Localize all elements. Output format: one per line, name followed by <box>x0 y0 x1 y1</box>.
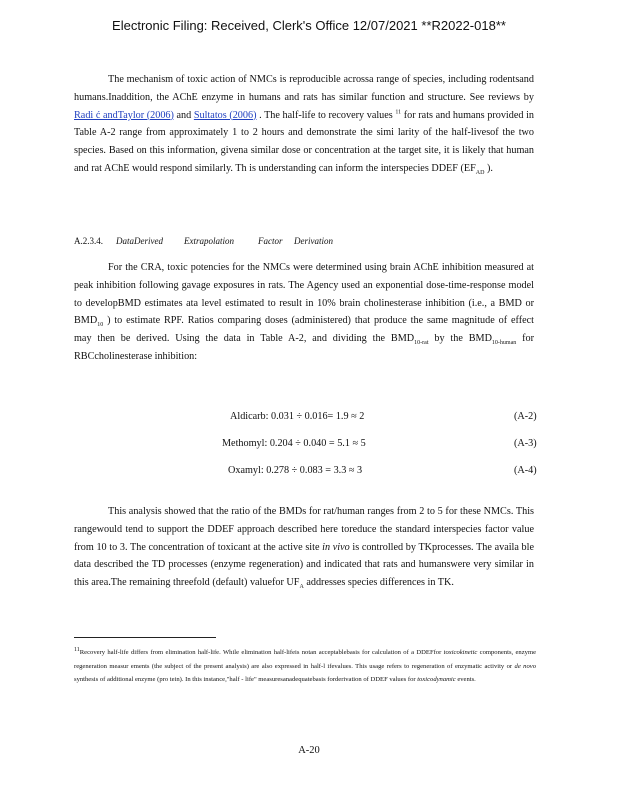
equation-number: (A-4) <box>514 465 537 476</box>
section-heading: A.2.3.4. DataDerived Extrapolation Factor Derivation <box>74 236 333 246</box>
paragraph-cra: For the CRA, toxic potencies for the NMCs were determined using brain AChE inhibition measured at peak inhibition following gavage exposures in rats. The Agency used an exponential dose-time-response model to developBMD estimates ata level estimated to result in 10% brain cholinesterase inhibition (i.e., a BMD or $BMD_{10}$ ) to estimate RPF. Ratios comparing doses (administered) that produce the same magnitude of effect may then be derived. Using the data in Table A-2, and dividing the $BMD_{10-rat}$ by the $BMD_{10-human}$ for RBCcholinesterase inhibition: <box>74 262 534 362</box>
filing-header: Electronic Filing: Received, Clerk's Office 12/07/2021 **R2022-018** <box>112 18 506 33</box>
footnote-number: 11 <box>74 646 80 653</box>
footnote-reference: 11 <box>395 109 402 116</box>
reference-link-sultatos[interactable]: Sultatos (2006) <box>193 109 257 121</box>
page-number: A-20 <box>298 745 320 756</box>
footnote-divider <box>74 637 216 638</box>
reference-link-radic-taylor[interactable]: Radi ć andTaylor (2006) <box>74 109 174 121</box>
document-page: Electronic Filing: Received, Clerk's Office 12/07/2021 **R2022-018** The mechanism of toxic action of NMCs is reproducible acrossa range of species, including rodentsand humans.Inaddition, the AChE enzyme in humans and rats has similar function and structure. See reviews by Radi ć andTaylor (2006) and Sultatos (2006) . The half-life to recovery values $^{11}$ for rats and humans provided in Table A-2 range from approximately 1 to 2 hours and demonstrate the simi larity of the half-livesof the two species. Based on this information, givena similar dose or concentration at the target site, it is likely that human and rat AChE would respond similarly. Th is understanding can inform the interspecies DDEF ($EF_{AD}$ ). A.2.3.4. DataDerived Extrapolation Factor Derivation For the CRA, toxic potencies for the NMCs were determined using brain AChE inhibition measured at peak inhibition following gavage exposures in rats. The Agency used an exponential dose-time-response model to developBMD estimates ata level estimated to result in 10% brain cholinesterase inhibition (i.e., a BMD or $BMD_{10}$ ) to estimate RPF. Ratios comparing doses (administered) that produce the same magnitude of effect may then be derived. Using the data in Table A-2, and dividing the $BMD_{10-rat}$ by the $BMD_{10-human}$ for RBCcholinesterase inhibition: Aldicarb: 0.031 ÷ 0.016= 1.9 ≈ 2 (A-2) Methomyl: 0.204 ÷ 0.040 = 5.1 ≈ 5 (A-3) Oxamyl: 0.278 ÷ 0.083 = 3.3 ≈ 3 (A-4) This analysis showed that the ratio of the BMDs for rat/human ranges from 2 to 5 for these NMCs. This rangewould tend to support the DDEF approach described here toreduce the standard interspecies factor value from 10 to 3. The concentration of toxicant at the active site in vivo is controlled by TKprocesses. The availa ble data described the TD processes (enzyme regeneration) and indicated that rats and humanswere very similar in this area.The remaining threefold (default) valuefor $UF_A$ addresses species differences in TK. $^{11}$Recovery half-life differs from elimination half-life. While elimination half-lifeis notan acceptablebasis for calculation of a DDEFfor toxicokinetic components, enzyme regeneration measur ements (the subject of the present analysis) are also expressed in half-l ifevalues. This usage refers to regeneration of enzymatic activity or de novo synthesis of additional enzyme (pro tein). In this instance,"half - life" measuresanadequatebasis forderivation of DDEF values for toxicodynamic events. A-20 <box>0 0 618 800</box>
section-number: A.2.3.4. <box>74 236 103 246</box>
paragraph-analysis: This analysis showed that the ratio of the BMDs for rat/human ranges from 2 to 5 for these NMCs. This rangewould tend to support the DDEF approach described here toreduce the standard interspecies factor value from 10 to 3. The concentration of toxicant at the active site in vivo is controlled by TKprocesses. The availa ble data described the TD processes (enzyme regeneration) and indicated that rats and humanswere very similar in this area.The remaining threefold (default) valuefor $UF_A$ addresses species differences in TK. <box>74 506 535 591</box>
footnote: $^{11}$Recovery half-life differs from elimination half-life. While elimination half-lifeis notan acceptablebasis for calculation of a DDEFfor toxicokinetic components, enzyme regeneration measur ements (the subject of the present analysis) are also expressed in half-l ifevalues. This usage refers to regeneration of enzymatic activity or de novo synthesis of additional enzyme (pro tein). In this instance,"half - life" measuresanadequatebasis forderivation of DDEF values for toxicodynamic events. <box>74 646 537 684</box>
equation-number: (A-2) <box>514 411 537 422</box>
equation-number: (A-3) <box>514 438 537 449</box>
paragraph-mechanism: The mechanism of toxic action of NMCs is reproducible acrossa range of species, including rodentsand humans.Inaddition, the AChE enzyme in humans and rats has similar function and structure. See reviews by Radi ć andTaylor (2006) and Sultatos (2006) . The half-life to recovery values $^{11}$ for rats and humans provided in Table A-2 range from approximately 1 to 2 hours and demonstrate the simi larity of the half-livesof the two species. Based on this information, givena similar dose or concentration at the target site, it is likely that human and rat AChE would respond similarly. Th is understanding can inform the interspecies DDEF ($EF_{AD}$ ). <box>74 74 534 177</box>
